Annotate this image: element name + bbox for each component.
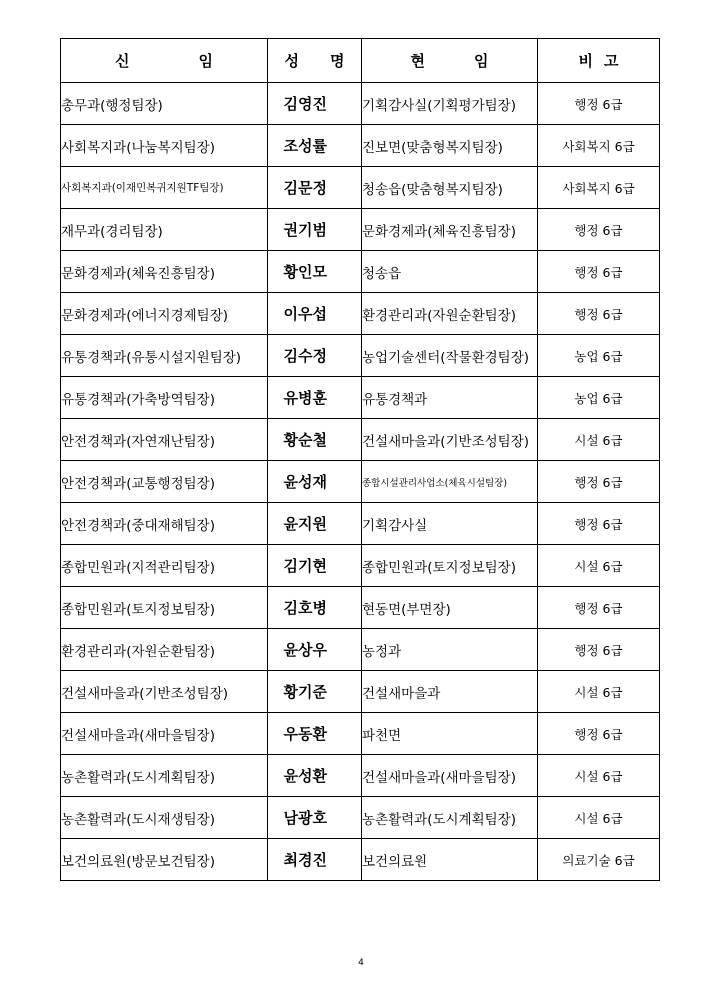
new-position-cell: 사회복지과(이재민복귀지원TF팀장) [61, 167, 268, 209]
table-row [61, 251, 660, 293]
name-cell: 윤성환 [268, 755, 362, 797]
header-current-position: 현 임 [362, 39, 538, 83]
current-position-cell: 보건의료원 [362, 839, 538, 881]
table-row [61, 461, 660, 503]
new-position-cell: 유통경책과(가축방역팀장) [61, 377, 268, 419]
table-row [61, 797, 660, 839]
name-cell: 김영진 [268, 83, 362, 125]
remarks-cell: 행정 6급 [538, 293, 660, 335]
new-position-cell: 안전경책과(자연재난팀장) [61, 419, 268, 461]
remarks-cell: 시설 6급 [538, 797, 660, 839]
remarks-cell: 행정 6급 [538, 209, 660, 251]
remarks-cell: 농업 6급 [538, 377, 660, 419]
new-position-cell: 사회복지과(나눔복지팀장) [61, 125, 268, 167]
new-position-cell: 농촌활력과(도시재생팀장) [61, 797, 268, 839]
remarks-cell: 행정 6급 [538, 503, 660, 545]
current-position-cell: 청송읍(맞춤형복지팀장) [362, 167, 538, 209]
name-cell: 권기범 [268, 209, 362, 251]
current-position-cell: 현동면(부면장) [362, 587, 538, 629]
new-position-cell: 건설새마을과(새마을팀장) [61, 713, 268, 755]
new-position-cell: 건설새마을과(기반조성팀장) [61, 671, 268, 713]
new-position-cell: 농촌활력과(도시계획팀장) [61, 755, 268, 797]
name-cell: 김호병 [268, 587, 362, 629]
name-cell: 윤지원 [268, 503, 362, 545]
table-row [61, 335, 660, 377]
table-row [61, 839, 660, 881]
name-cell: 윤성재 [268, 461, 362, 503]
current-position-cell: 농업기술센터(작물환경팀장) [362, 335, 538, 377]
new-position-cell: 총무과(행정팀장) [61, 83, 268, 125]
name-cell: 최경진 [268, 839, 362, 881]
remarks-cell: 행정 6급 [538, 629, 660, 671]
name-cell: 황순철 [268, 419, 362, 461]
remarks-cell: 사회복지 6급 [538, 125, 660, 167]
name-cell: 김기현 [268, 545, 362, 587]
table-row [61, 167, 660, 209]
current-position-cell: 종합민원과(토지정보팀장) [362, 545, 538, 587]
table-row [61, 377, 660, 419]
table-row [61, 545, 660, 587]
new-position-cell: 문화경제과(체육진흥팀장) [61, 251, 268, 293]
remarks-cell: 행정 6급 [538, 461, 660, 503]
current-position-cell: 청송읍 [362, 251, 538, 293]
new-position-cell: 재무과(경리팀장) [61, 209, 268, 251]
name-cell: 윤상우 [268, 629, 362, 671]
current-position-cell: 농정과 [362, 629, 538, 671]
remarks-cell: 사회복지 6급 [538, 167, 660, 209]
table-row [61, 503, 660, 545]
current-position-cell: 문화경제과(체육진흥팀장) [362, 209, 538, 251]
table-row [61, 209, 660, 251]
new-position-cell: 문화경제과(에너지경제팀장) [61, 293, 268, 335]
name-cell: 조성률 [268, 125, 362, 167]
new-position-cell: 유통경책과(유통시설지원팀장) [61, 335, 268, 377]
name-cell: 김문정 [268, 167, 362, 209]
remarks-cell: 행정 6급 [538, 251, 660, 293]
name-cell: 우동환 [268, 713, 362, 755]
name-cell: 유병훈 [268, 377, 362, 419]
remarks-cell: 행정 6급 [538, 83, 660, 125]
current-position-cell: 파천면 [362, 713, 538, 755]
current-position-cell: 건설새마을과 [362, 671, 538, 713]
current-position-cell: 종합시설관리사업소(체육시설팀장) [362, 461, 538, 503]
new-position-cell: 안전경책과(중대재해팀장) [61, 503, 268, 545]
remarks-cell: 시설 6급 [538, 419, 660, 461]
table-row [61, 83, 660, 125]
name-cell: 이우섭 [268, 293, 362, 335]
page-number: 4 [358, 958, 364, 968]
name-cell: 황기준 [268, 671, 362, 713]
current-position-cell: 환경관리과(자원순환팀장) [362, 293, 538, 335]
new-position-cell: 종합민원과(토지정보팀장) [61, 587, 268, 629]
new-position-cell: 환경관리과(자원순환팀장) [61, 629, 268, 671]
table-row [61, 419, 660, 461]
remarks-cell: 시설 6급 [538, 755, 660, 797]
remarks-cell: 행정 6급 [538, 587, 660, 629]
table-row [61, 629, 660, 671]
remarks-cell: 시설 6급 [538, 545, 660, 587]
current-position-cell: 건설새마을과(기반조성팀장) [362, 419, 538, 461]
new-position-cell: 안전경책과(교통행정팀장) [61, 461, 268, 503]
current-position-cell: 농촌활력과(도시계획팀장) [362, 797, 538, 839]
name-cell: 남광호 [268, 797, 362, 839]
current-position-cell: 건설새마을과(새마을팀장) [362, 755, 538, 797]
remarks-cell: 시설 6급 [538, 671, 660, 713]
table-row [61, 755, 660, 797]
remarks-cell: 농업 6급 [538, 335, 660, 377]
header-name: 성 명 [268, 39, 362, 83]
name-cell: 김수정 [268, 335, 362, 377]
current-position-cell: 기획감사실 [362, 503, 538, 545]
header-new-position: 신 임 [61, 39, 268, 83]
current-position-cell: 기획감사실(기획평가팀장) [362, 83, 538, 125]
personnel-table [60, 38, 660, 881]
current-position-cell: 유통경책과 [362, 377, 538, 419]
current-position-cell: 진보면(맞춤형복지팀장) [362, 125, 538, 167]
name-cell: 황인모 [268, 251, 362, 293]
remarks-cell: 행정 6급 [538, 713, 660, 755]
new-position-cell: 종합민원과(지적관리팀장) [61, 545, 268, 587]
table-row [61, 293, 660, 335]
table-header-row [61, 39, 660, 83]
remarks-cell: 의료기술 6급 [538, 839, 660, 881]
table-row [61, 671, 660, 713]
header-remarks: 비 고 [538, 39, 660, 83]
new-position-cell: 보건의료원(방문보건팀장) [61, 839, 268, 881]
table-row [61, 125, 660, 167]
table-row [61, 713, 660, 755]
table-row [61, 587, 660, 629]
